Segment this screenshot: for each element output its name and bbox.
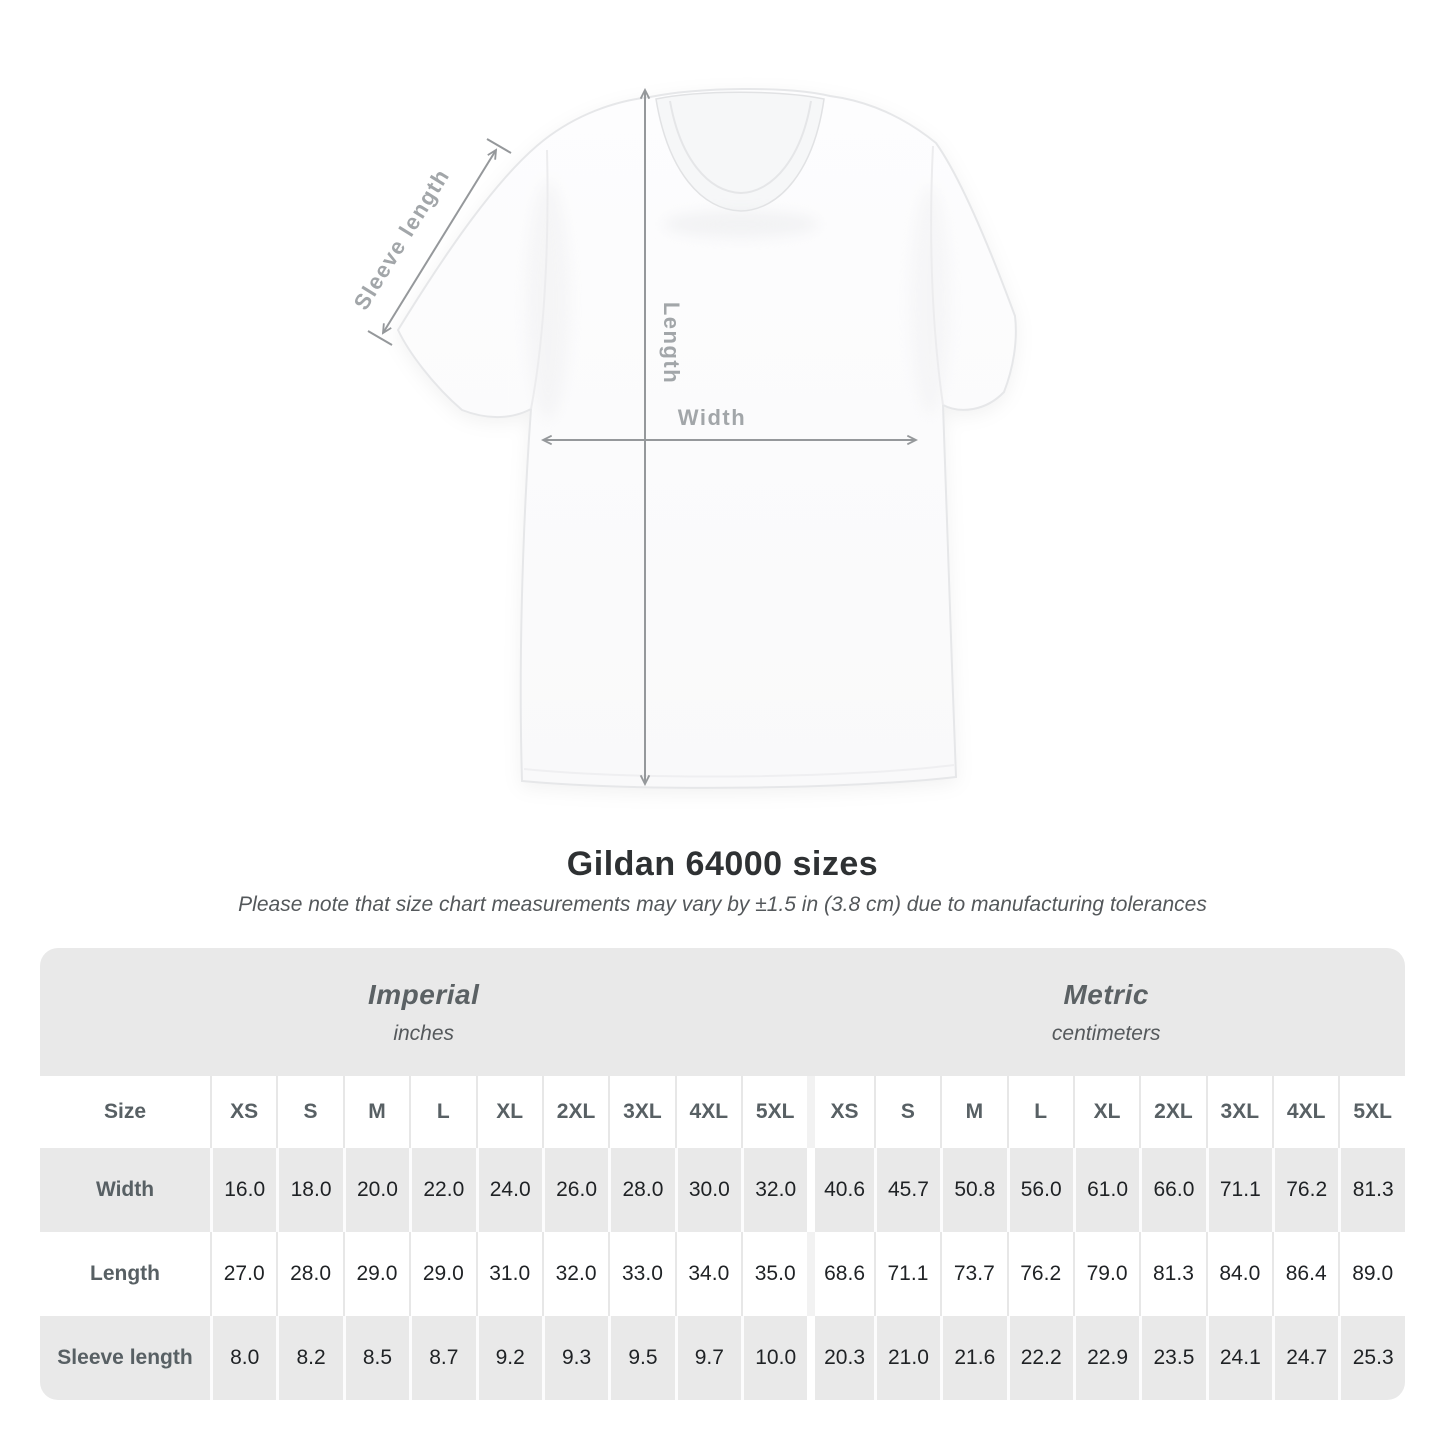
measure-value: 73.7 xyxy=(940,1232,1006,1316)
measure-value: 84.0 xyxy=(1206,1232,1272,1316)
measure-value: 68.6 xyxy=(807,1232,873,1316)
measure-value: 35.0 xyxy=(741,1232,807,1316)
measure-value: 29.0 xyxy=(343,1232,409,1316)
measure-value: 8.0 xyxy=(210,1316,276,1400)
measure-value: 10.0 xyxy=(741,1316,807,1400)
measure-value: 40.6 xyxy=(807,1148,873,1232)
table-row xyxy=(40,1232,1405,1316)
measure-row-label: Length xyxy=(40,1232,210,1316)
size-chart-table xyxy=(40,948,1405,1400)
table-row xyxy=(40,948,1405,1076)
measure-value: 9.2 xyxy=(476,1316,542,1400)
measure-value: 56.0 xyxy=(1007,1148,1073,1232)
measure-value: 61.0 xyxy=(1073,1148,1139,1232)
size-col-header: 3XL xyxy=(608,1076,674,1148)
measure-value: 71.1 xyxy=(874,1232,940,1316)
measure-row-label: Sleeve length xyxy=(40,1316,210,1400)
length-label: Length xyxy=(659,301,684,385)
unit-group-title: Imperial xyxy=(367,978,480,1010)
unit-group-header xyxy=(807,948,1405,1076)
measure-value: 76.2 xyxy=(1007,1232,1073,1316)
measure-value: 32.0 xyxy=(542,1232,608,1316)
size-col-header: L xyxy=(1007,1076,1073,1148)
measure-value: 79.0 xyxy=(1073,1232,1139,1316)
measure-value: 66.0 xyxy=(1139,1148,1205,1232)
tolerance-note: Please note that size chart measurements may vary by ±1.5 in (3.8 cm) due to manufacturing tolerances xyxy=(238,893,1207,916)
size-column-header: Size xyxy=(40,1076,210,1148)
measure-value: 25.3 xyxy=(1338,1316,1405,1400)
measure-value: 20.0 xyxy=(343,1148,409,1232)
measure-value: 24.7 xyxy=(1272,1316,1338,1400)
measure-value: 23.5 xyxy=(1139,1316,1205,1400)
measure-value: 34.0 xyxy=(675,1232,741,1316)
size-col-header: 2XL xyxy=(1139,1076,1205,1148)
unit-group-subtitle: centimeters xyxy=(1051,1021,1161,1045)
measure-value: 29.0 xyxy=(409,1232,475,1316)
size-col-header: M xyxy=(343,1076,409,1148)
size-col-header: 5XL xyxy=(1338,1076,1405,1148)
measure-value: 18.0 xyxy=(276,1148,342,1232)
measure-value: 31.0 xyxy=(476,1232,542,1316)
size-col-header: 4XL xyxy=(675,1076,741,1148)
size-col-header: 5XL xyxy=(741,1076,807,1148)
sleeve-length-label: Sleeve length xyxy=(348,163,455,315)
measure-value: 30.0 xyxy=(675,1148,741,1232)
measure-value: 21.6 xyxy=(940,1316,1006,1400)
measure-value: 32.0 xyxy=(741,1148,807,1232)
measure-value: 9.3 xyxy=(542,1316,608,1400)
measure-value: 89.0 xyxy=(1338,1232,1405,1316)
measure-value: 9.5 xyxy=(608,1316,674,1400)
size-col-header: 2XL xyxy=(542,1076,608,1148)
measure-value: 22.0 xyxy=(409,1148,475,1232)
unit-group-subtitle: inches xyxy=(393,1021,455,1045)
size-col-header: XL xyxy=(476,1076,542,1148)
size-col-header: XS xyxy=(807,1076,873,1148)
table-row xyxy=(40,1148,1405,1232)
table-row xyxy=(40,1076,1405,1148)
measure-value: 76.2 xyxy=(1272,1148,1338,1232)
measure-value: 71.1 xyxy=(1206,1148,1272,1232)
measure-value: 22.2 xyxy=(1007,1316,1073,1400)
measure-value: 24.1 xyxy=(1206,1316,1272,1400)
size-col-header: L xyxy=(409,1076,475,1148)
page-title: Gildan 64000 sizes xyxy=(566,845,879,883)
table-row xyxy=(40,1316,1405,1400)
measure-value: 8.7 xyxy=(409,1316,475,1400)
measure-value: 22.9 xyxy=(1073,1316,1139,1400)
width-label: Width xyxy=(677,405,747,430)
measure-value: 16.0 xyxy=(210,1148,276,1232)
size-table xyxy=(40,948,1405,1400)
measure-value: 26.0 xyxy=(542,1148,608,1232)
size-col-header: 3XL xyxy=(1206,1076,1272,1148)
measure-value: 81.3 xyxy=(1139,1232,1205,1316)
size-col-header: S xyxy=(874,1076,940,1148)
tshirt-photo xyxy=(398,89,1016,788)
unit-group-title: Metric xyxy=(1063,978,1149,1010)
measure-value: 81.3 xyxy=(1338,1148,1405,1232)
size-col-header: S xyxy=(276,1076,342,1148)
measure-value: 9.7 xyxy=(675,1316,741,1400)
measure-value: 20.3 xyxy=(807,1316,873,1400)
size-col-header: 4XL xyxy=(1272,1076,1338,1148)
measure-value: 21.0 xyxy=(874,1316,940,1400)
size-col-header: XL xyxy=(1073,1076,1139,1148)
size-col-header: M xyxy=(940,1076,1006,1148)
unit-group-header xyxy=(40,948,807,1076)
size-col-header: XS xyxy=(210,1076,276,1148)
size-table-body xyxy=(40,948,1405,1400)
measure-value: 45.7 xyxy=(874,1148,940,1232)
measure-value: 27.0 xyxy=(210,1232,276,1316)
measure-value: 33.0 xyxy=(608,1232,674,1316)
measure-value: 28.0 xyxy=(608,1148,674,1232)
measure-value: 8.5 xyxy=(343,1316,409,1400)
measure-value: 86.4 xyxy=(1272,1232,1338,1316)
measure-value: 50.8 xyxy=(940,1148,1006,1232)
measure-value: 8.2 xyxy=(276,1316,342,1400)
measure-value: 28.0 xyxy=(276,1232,342,1316)
measure-value: 24.0 xyxy=(476,1148,542,1232)
measure-row-label: Width xyxy=(40,1148,210,1232)
